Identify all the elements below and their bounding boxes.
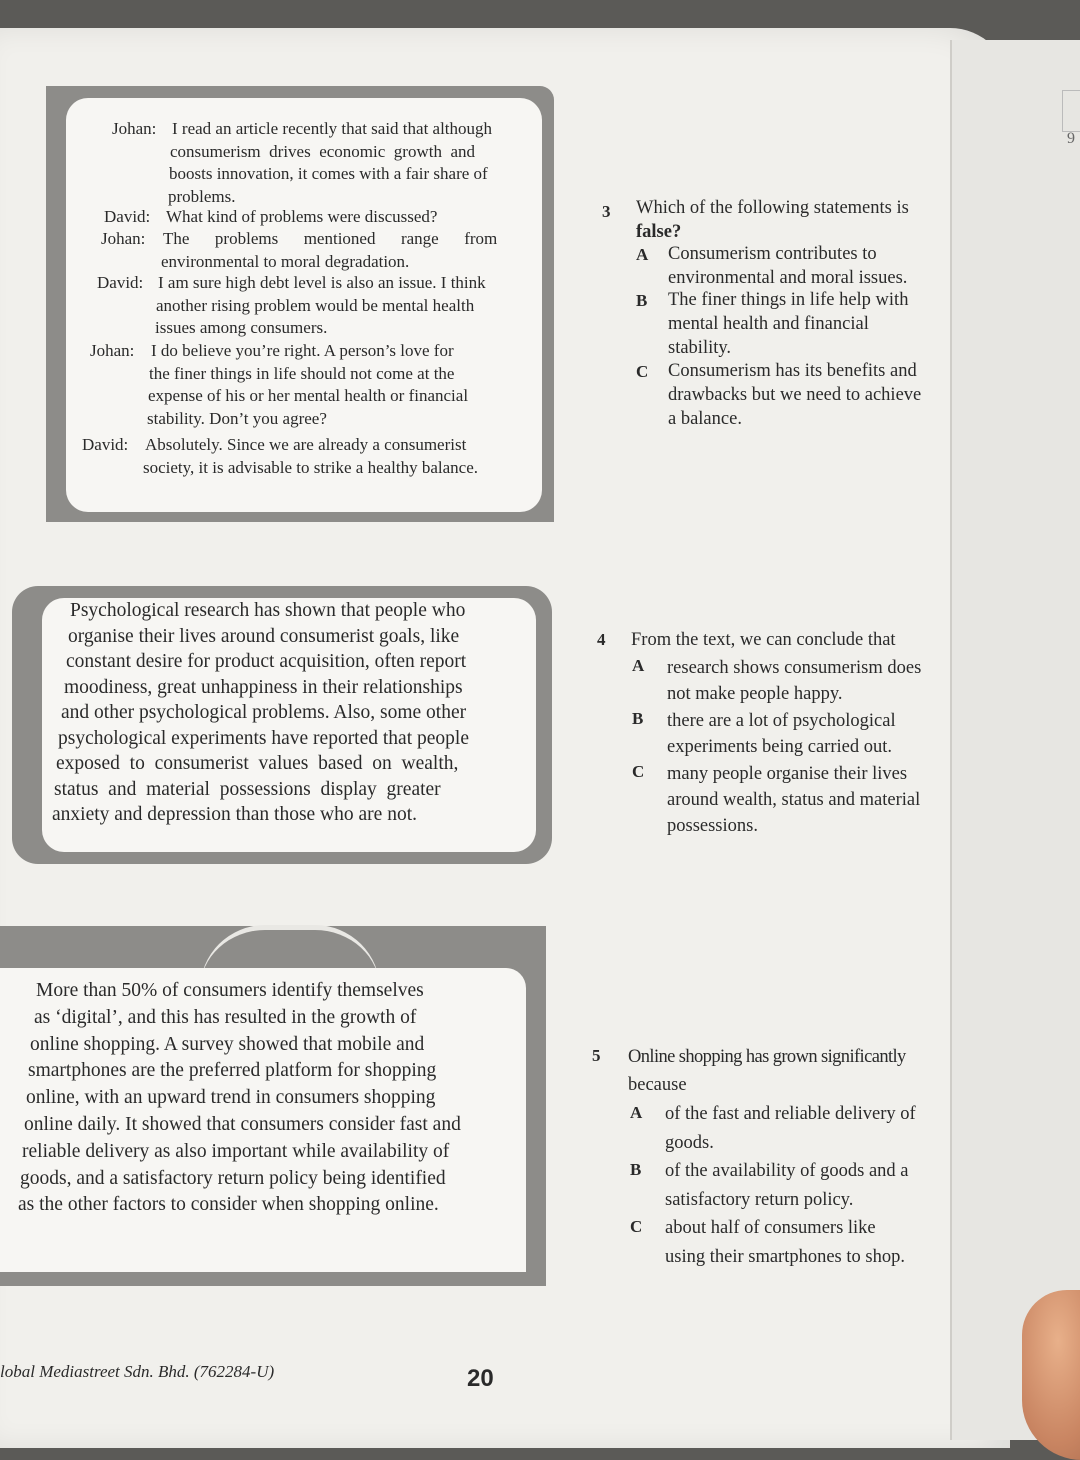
dialogue-line: society, it is advisable to strike a healthy balance. [143,457,479,477]
option-line: of the fast and reliable delivery of [665,1104,916,1124]
option-line: a balance. [668,409,742,429]
dialogue-line: consumerism drives economic growth and [170,141,475,161]
passage-line: as ‘digital’, and this has resulted in the growth of [34,1006,417,1028]
passage2-text [52,598,522,828]
stem-line: because [628,1075,687,1095]
dialogue-line: I do believe you’re right. A person’s love for [151,341,454,360]
option-line: The finer things in life help with [668,290,909,310]
question-number: 3 [602,202,611,221]
next-page-number: 9 [1067,130,1075,147]
dialogue-line: boosts innovation, it comes with a fair share of [169,164,488,184]
dialogue-speaker: Johan: [90,341,135,360]
passage3-text [18,978,518,1219]
dialogue-line: expense of his or her mental health or financial [148,386,469,406]
passage-line: goods, and a satisfactory return policy being identified [20,1167,446,1189]
passage-line: online, with an upward trend in consumers shopping [26,1087,436,1109]
stem-line: false? [636,222,682,242]
stem-line: Online shopping has grown significantly [628,1047,906,1067]
option-letter: C [632,762,645,781]
passage-line: reliable delivery as also important while availability of [22,1140,450,1162]
option-letter: B [632,709,644,728]
question-number: 5 [592,1046,601,1065]
option-line: using their smartphones to shop. [665,1247,905,1267]
dialogue-line: Absolutely. Since we are already a consumerist [145,435,467,454]
passage-line: Psychological research has shown that people who [70,600,466,621]
option-line: around wealth, status and material [667,790,921,810]
option-line: Consumerism has its benefits and [668,361,917,381]
passage-line: status and material possessions display greater [54,778,441,800]
stem-line: From the text, we can conclude that [631,630,896,650]
option-line: about half of consumers like [665,1218,876,1238]
passage-line: constant desire for product acquisition, often report [66,651,467,672]
option-text[interactable] [668,288,908,360]
dialogue-speaker: David: [97,273,144,292]
dialogue-line: I read an article recently that said that although [172,119,493,138]
dialogue-line: issues among consumers. [155,318,328,338]
dialogue-speaker: David: [104,207,151,226]
dialogue-line: environmental to moral degradation. [161,251,410,271]
next-page-edge [950,40,1080,1440]
question-stem [628,1043,906,1099]
dialogue-speaker: David: [82,435,129,454]
page-number: 20 [467,1365,494,1392]
option-line: experiments being carried out. [667,737,892,757]
option-letter: B [630,1160,642,1179]
passage-line: online shopping. A survey showed that mobile and [30,1033,425,1055]
option-letter: C [630,1217,643,1236]
option-letter: A [630,1103,643,1122]
option-letter: A [632,656,645,675]
option-text[interactable] [665,1100,916,1158]
option-text[interactable] [667,655,921,707]
dialogue-speaker: Johan: [112,119,157,138]
passage-line: as the other factors to consider when shopping online. [18,1194,439,1216]
option-line: of the availability of goods and a [665,1161,909,1181]
question-number: 4 [597,630,606,649]
option-text[interactable] [665,1214,905,1272]
option-text[interactable] [665,1157,909,1215]
option-line: Consumerism contributes to [668,244,877,264]
option-letter: C [636,362,649,381]
option-line: not make people happy. [667,684,843,704]
option-letter: B [636,291,648,310]
passage-line: anxiety and depression than those who are not. [52,804,417,825]
option-line: there are a lot of psychological [667,711,896,731]
passage-line: moodiness, great unhappiness in their relationships [64,676,463,698]
dialogue-line: The problems mentioned range from [163,229,498,248]
option-line: possessions. [667,816,758,836]
dialogue-line: What kind of problems were discussed? [166,207,438,226]
next-page-box [1062,90,1080,132]
passage-line: organise their lives around consumerist goals, like [68,625,460,647]
passage-line: exposed to consumerist values based on wealth, [56,753,459,774]
passage-line: online daily. It showed that consumers consider fast and [24,1113,461,1135]
passage-line: and other psychological problems. Also, some other [61,702,467,723]
option-text[interactable] [667,708,896,760]
dialogue-line: the finer things in life should not come at the [149,363,455,383]
option-line: drawbacks but we need to achieve [668,385,922,405]
dialogue-line: problems. [168,186,236,206]
passage-line: psychological experiments have reported that people [58,727,469,749]
publisher-credit: lobal Mediastreet Sdn. Bhd. (762284-U) [0,1362,275,1381]
dialogue-speaker: Johan: [101,229,146,248]
option-line: research shows consumerism does [667,658,922,678]
passage-line: More than 50% of consumers identify themselves [36,980,424,1001]
option-line: mental health and financial [668,314,869,334]
option-text[interactable] [667,761,920,839]
option-line: goods. [665,1133,714,1153]
dialogue-line: I am sure high debt level is also an issue. I think [158,273,486,292]
passage-line: smartphones are the preferred platform for shopping [28,1060,437,1082]
dialogue-line: another rising problem would be mental health [156,295,475,315]
option-line: many people organise their lives [667,764,908,784]
option-text[interactable] [668,242,907,290]
option-line: stability. [668,338,732,358]
question-stem [631,628,896,652]
option-text[interactable] [668,359,921,431]
option-line: environmental and moral issues. [668,268,908,288]
question-stem [636,196,909,244]
dialogue-line: stability. Don’t you agree? [147,408,327,428]
stem-line: Which of the following statements is [636,198,909,218]
option-line: satisfactory return policy. [665,1190,854,1210]
option-letter: A [636,245,649,264]
